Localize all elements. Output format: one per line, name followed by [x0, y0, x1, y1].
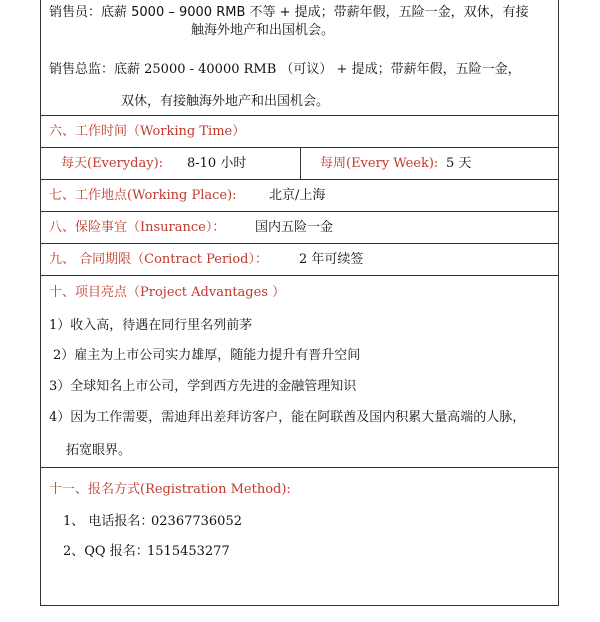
contract-value: 2 年可续签 [299, 252, 364, 267]
phone-label: 1、 电话报名： [63, 514, 154, 529]
weekly-label: 每周(Every Week): [320, 156, 439, 171]
contract-row [41, 244, 558, 276]
sales-salary-line2: 触海外地产和出国机会。 [191, 23, 335, 38]
registration-header: 十一、报名方式(Registration Method): [49, 482, 291, 497]
work-place-row [41, 180, 558, 212]
weekly-value: 5 天 [446, 156, 472, 171]
phone-value: 02367736052 [151, 514, 242, 529]
daily-value: 8-10 小时 [187, 156, 247, 171]
insurance-header: 八、保险事宜（Insurance）： [49, 220, 226, 235]
work-place-header: 七、工作地点(Working Place): [49, 188, 237, 203]
work-time-header-row [41, 116, 558, 148]
work-time-divider [300, 148, 301, 179]
advantage-item-3: 3）全球知名上市公司，学到西方先进的金融管理知识 [49, 379, 357, 394]
advantages-section [41, 276, 558, 468]
qq-label: 2、QQ 报名： [63, 544, 149, 559]
work-time-header: 六、工作时间（Working Time） [49, 124, 246, 139]
insurance-row [41, 212, 558, 244]
work-time-values-row [41, 148, 558, 180]
advantage-item-1: 1）收入高，待遇在同行里名列前茅 [49, 318, 253, 333]
document-table [40, 0, 559, 606]
advantages-header: 十、项目亮点（Project Advantages ） [49, 285, 286, 300]
daily-label: 每天(Everyday): [61, 156, 164, 171]
insurance-value: 国内五险一金 [255, 220, 334, 235]
director-salary-line2: 双休，有接触海外地产和出国机会。 [121, 94, 330, 109]
director-salary-line1: 销售总监：底薪 25000 - 40000 RMB （可议） + 提成；带薪年假，五险一金， [49, 62, 521, 77]
registration-section [41, 468, 558, 606]
advantage-item-2: 2）雇主为上市公司实力雄厚，随能力提升有晋升空间 [53, 348, 361, 363]
advantage-item-4-cont: 拓宽眼界。 [66, 443, 132, 458]
qq-value: 1515453277 [147, 544, 230, 559]
advantage-item-4: 4）因为工作需要，需迪拜出差拜访客户，能在阿联酋及国内积累大量高端的人脉， [49, 410, 526, 425]
sales-salary-line1: 销售员：底薪 5000 – 9000 RMB 不等 + 提成；带薪年假，五险一金，双休，有接 [49, 5, 529, 20]
work-place-value: 北京/上海 [269, 188, 326, 203]
contract-header: 九、 合同期限（Contract Period）： [49, 252, 268, 267]
salary-section [41, 0, 558, 116]
